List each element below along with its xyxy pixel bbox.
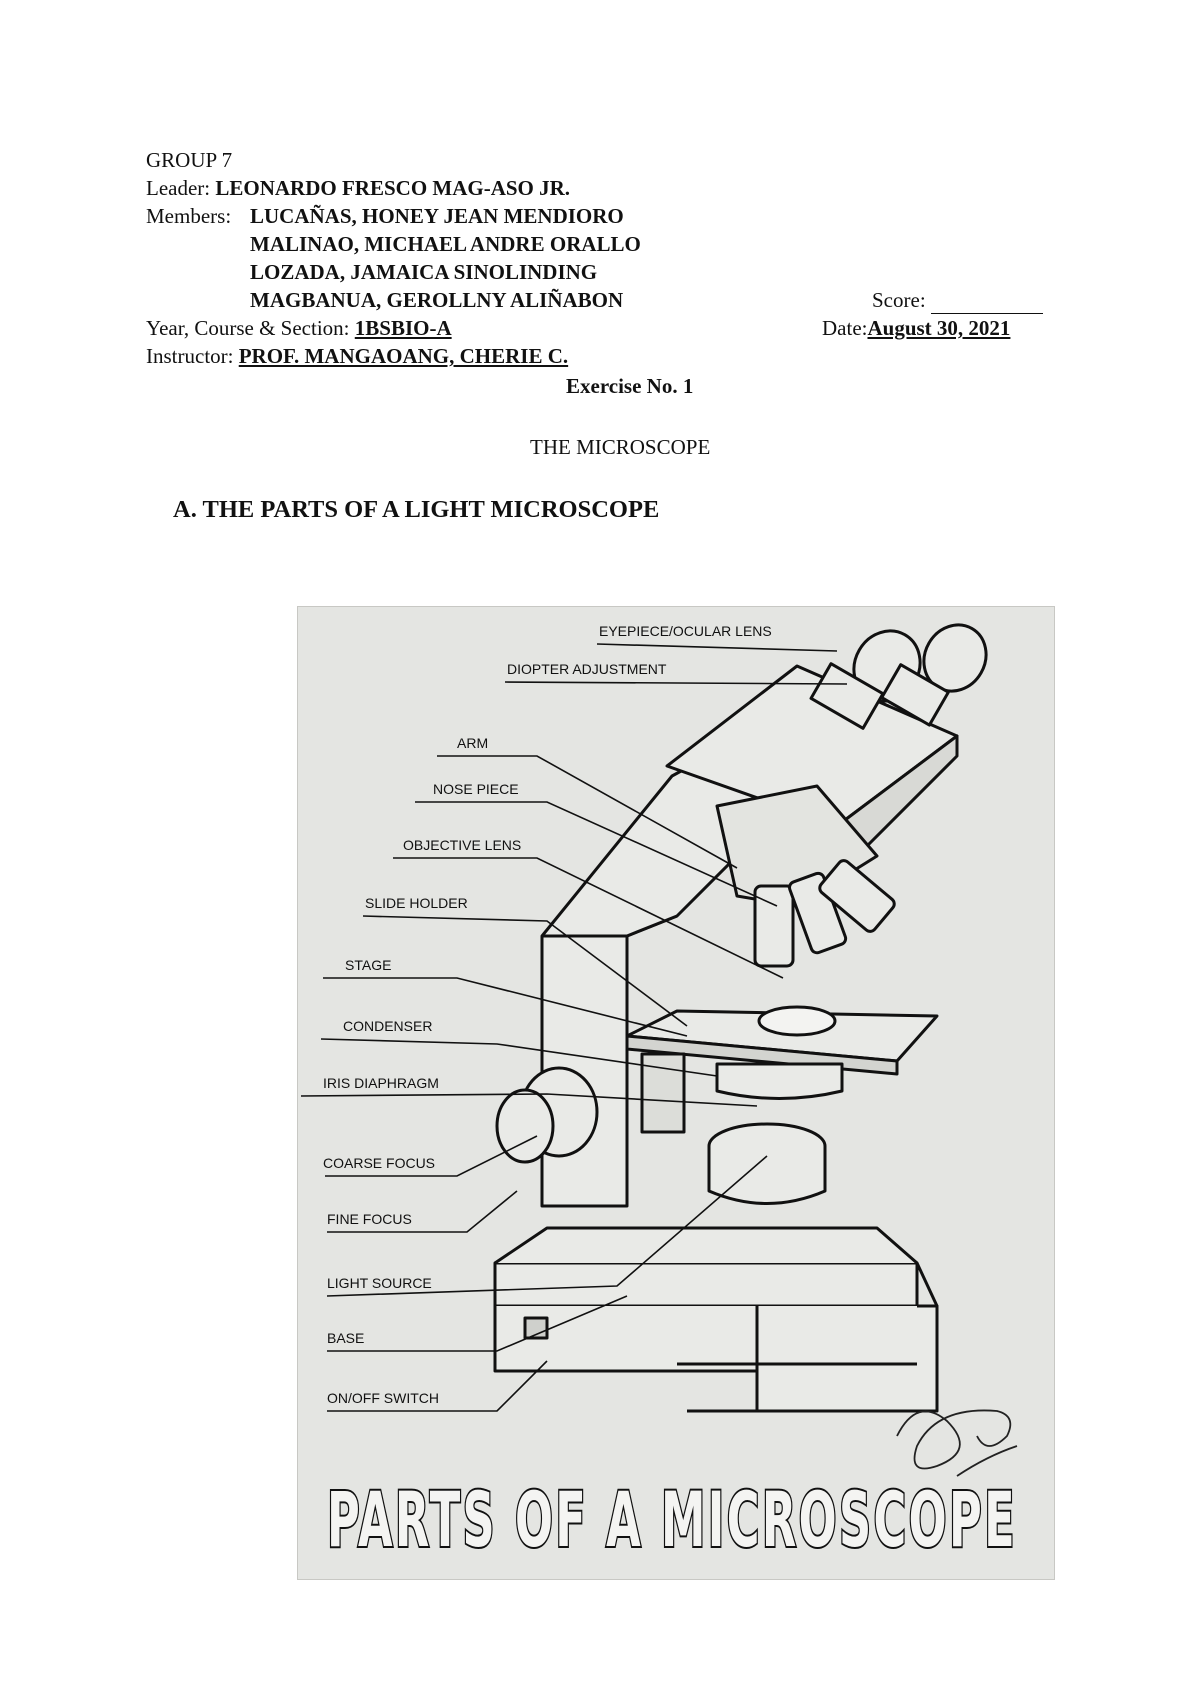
score-label: Score:	[872, 288, 926, 312]
leader-name: LEONARDO FRESCO MAG-ASO JR.	[215, 176, 571, 200]
label-coarse-focus: COARSE FOCUS	[323, 1155, 436, 1171]
member-name: MAGBANUA, GEROLLNY ALIÑABON	[250, 288, 624, 312]
instructor-label: Instructor:	[146, 344, 234, 368]
section-line	[146, 314, 452, 342]
label-arm: ARM	[457, 735, 489, 751]
date-line	[822, 314, 1010, 342]
label-stage: STAGE	[345, 957, 392, 973]
label-objective-lens: OBJECTIVE LENS	[403, 837, 522, 853]
label-base: BASE	[327, 1330, 365, 1346]
microscope-drawing	[297, 606, 1055, 1580]
instructor-line	[146, 342, 568, 370]
label-nose-piece: NOSE PIECE	[433, 781, 519, 797]
score-line	[872, 286, 1043, 314]
label-fine-focus: FINE FOCUS	[327, 1211, 412, 1227]
group-number: GROUP 7	[146, 148, 233, 172]
score-blank	[931, 293, 1043, 314]
leader-label: Leader:	[146, 176, 211, 200]
exercise-number: Exercise No. 1	[566, 374, 694, 398]
document-title: THE MICROSCOPE	[530, 435, 711, 459]
label-slide-holder: SLIDE HOLDER	[365, 895, 468, 911]
date-value: August 30, 2021	[867, 316, 1011, 340]
instructor-name: PROF. MANGAOANG, CHERIE C.	[238, 344, 569, 368]
leader-line	[146, 174, 570, 202]
label-light-source: LIGHT SOURCE	[327, 1275, 432, 1291]
drawing-caption: PARTS OF A MICROSCOPE	[327, 1475, 1017, 1564]
label-diopter: DIOPTER ADJUSTMENT	[507, 661, 667, 677]
member-name: LUCAÑAS, HONEY JEAN MENDIORO	[250, 204, 624, 228]
label-eyepiece: EYEPIECE/OCULAR LENS	[599, 623, 772, 639]
date-label: Date:	[822, 316, 868, 340]
section-value: 1BSBIO-A	[354, 316, 452, 340]
members-label: Members:	[146, 204, 232, 228]
section-heading: A. THE PARTS OF A LIGHT MICROSCOPE	[173, 496, 660, 523]
label-condenser: CONDENSER	[343, 1018, 433, 1034]
member-name: MALINAO, MICHAEL ANDRE ORALLO	[250, 232, 641, 256]
label-on-off-switch: ON/OFF SWITCH	[327, 1390, 439, 1406]
member-name: LOZADA, JAMAICA SINOLINDING	[250, 260, 598, 284]
label-iris-diaphragm: IRIS DIAPHRAGM	[323, 1075, 439, 1091]
section-label: Year, Course & Section:	[146, 316, 350, 340]
